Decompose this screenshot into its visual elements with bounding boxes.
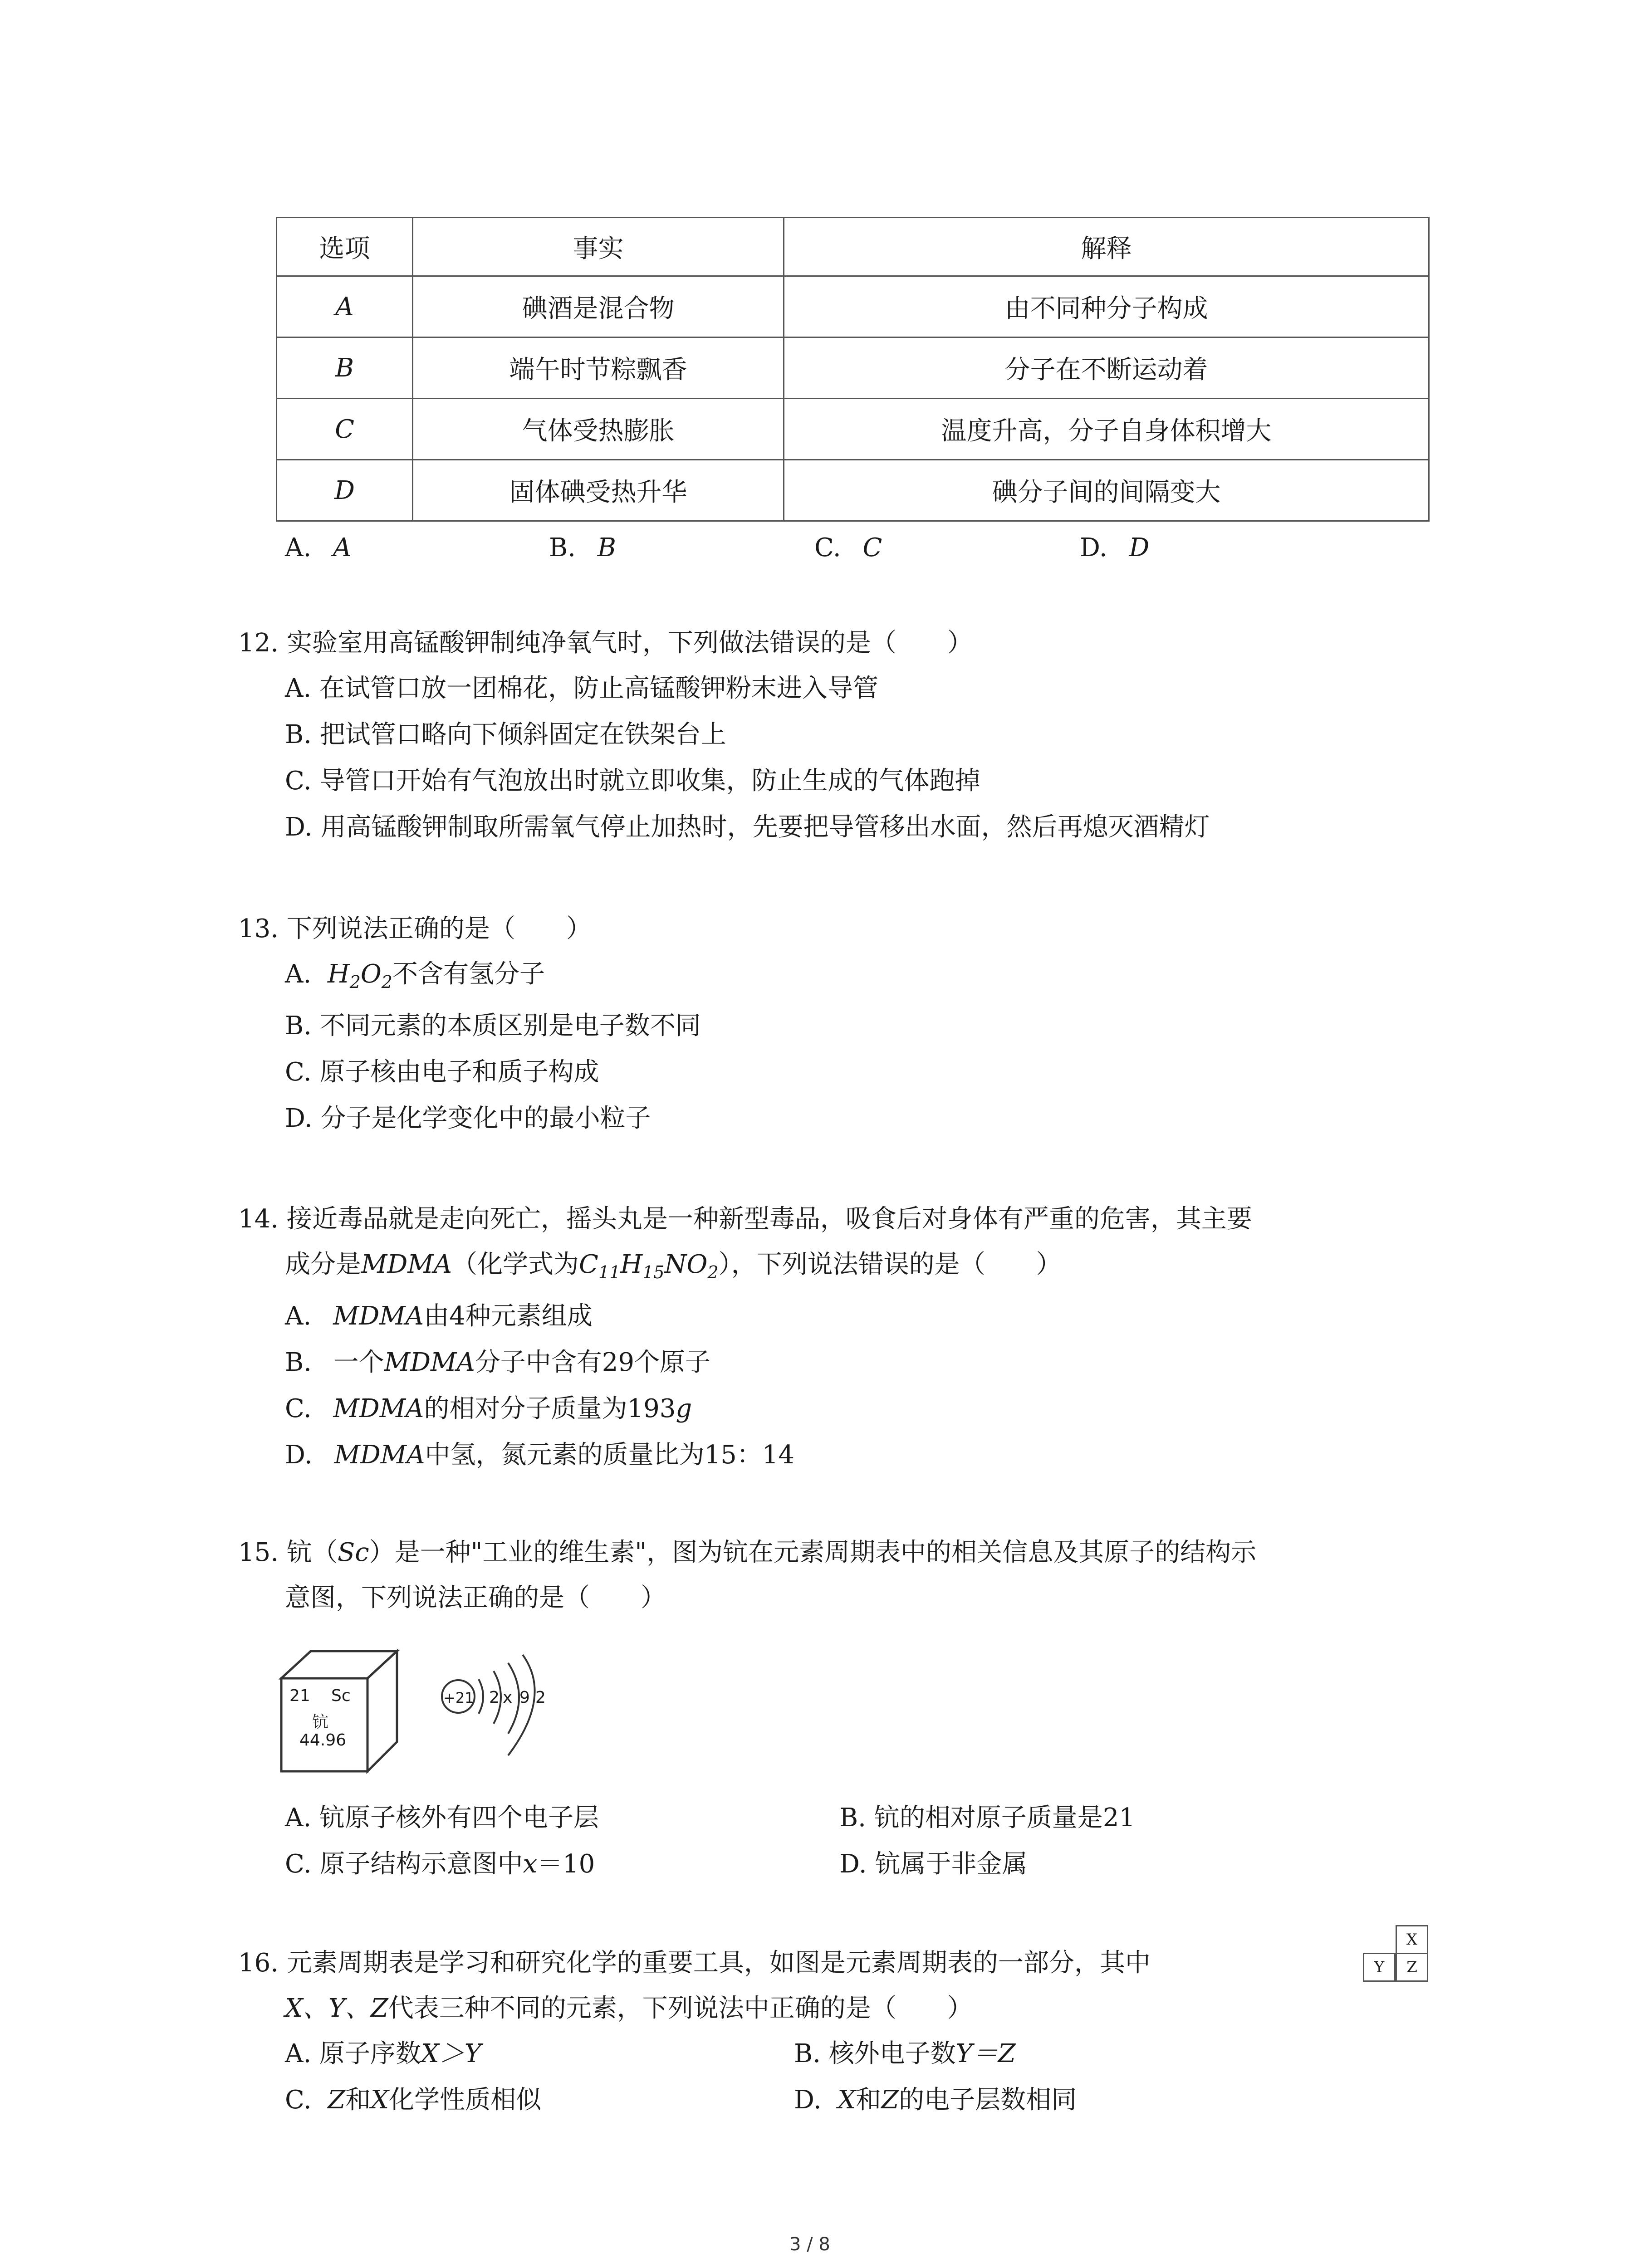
compound-name: MDMA (334, 1440, 425, 1470)
q15-choice-b: B. 钪的相对原子质量是21 (839, 1803, 1136, 1833)
formula-subscript: 2 (381, 972, 392, 992)
row-explain: 由不同种分子构成 (784, 276, 1429, 337)
variable: X (838, 2085, 856, 2115)
q16-choice-a (285, 2041, 481, 2067)
q16-stem-line1: 16. 元素周期表是学习和研究化学的重要工具，如图是元素周期表的一部分，其中 (238, 1948, 1151, 1978)
q14-stem-line1: 14. 接近毒品就是走向死亡，摇头丸是一种新型毒品，吸食后对身体有严重的危害，其主要 (238, 1204, 1252, 1234)
variable: Z (328, 2085, 346, 2115)
header-explain: 解释 (784, 218, 1429, 276)
q15-choice-a: A. 钪原子核外有四个电子层 (285, 1803, 599, 1833)
q13-choice-a (285, 959, 545, 992)
element-name: 钪 (312, 1713, 329, 1731)
formula-part: O (360, 959, 382, 989)
choice-text: ＝10 (537, 1849, 595, 1879)
stem-text: 15. 钪（ (238, 1538, 338, 1567)
element-mass: 44.96 (299, 1731, 347, 1750)
compound-name: MDMA (361, 1250, 452, 1279)
q14-choice-d (285, 1442, 794, 1468)
row-option: D (277, 460, 413, 521)
choice-letter: D. (1080, 533, 1107, 562)
q12-choice-b: B. 把试管口略向下倾斜固定在铁架台上 (285, 720, 726, 749)
q13-stem: 13. 下列说法正确的是（ ） (238, 914, 592, 943)
choice-prefix: A. (285, 959, 328, 989)
choice-letter: A. (285, 1301, 312, 1331)
row-fact: 气体受热膨胀 (413, 399, 784, 460)
row-explain: 温度升高，分子自身体积增大 (784, 399, 1429, 460)
compound-name: MDMA (333, 1394, 424, 1423)
expression: X＞Y (421, 2039, 481, 2068)
grid-cell-y: Y (1363, 1953, 1396, 1982)
q16-choice-c (285, 2087, 541, 2113)
table-row (277, 337, 1429, 399)
formula-part: H (620, 1250, 643, 1279)
table-row (277, 460, 1429, 521)
choice-text: 和 (345, 2085, 371, 2115)
element-symbol-card: Sc (331, 1686, 351, 1705)
q12-stem: 12. 实验室用高锰酸钾制纯净氧气时，下列做法错误的是（ ） (238, 628, 973, 658)
choice-text: 一个 (333, 1348, 384, 1377)
facts-table (276, 217, 1430, 522)
stem-text: ）是一种"工业的维生素"，图为钪在元素周期表中的相关信息及其原子的结构示 (369, 1538, 1257, 1567)
row-option: C (277, 399, 413, 460)
q12-choice-d: D. 用高锰酸钾制取所需氧气停止加热时，先要把导管移出水面，然后再熄灭酒精灯 (285, 812, 1210, 842)
q15-choice-c (285, 1849, 595, 1879)
header-fact: 事实 (413, 218, 784, 276)
header-option: 选项 (277, 218, 413, 276)
q14-stem-line2 (285, 1252, 1062, 1281)
element-variables: X、Y、Z (285, 1994, 388, 2023)
q16-choice-d (794, 2087, 1077, 2113)
formula-subscript: 2 (349, 972, 361, 992)
atom-structure-icon (436, 1651, 563, 1769)
choice-text: 不含有氢分子 (392, 959, 545, 989)
choice-text: A. 原子序数 (285, 2039, 421, 2068)
grid-cell-z: Z (1396, 1953, 1428, 1982)
q12-choice-c: C. 导管口开始有气泡放出时就立即收集，防止生成的气体跑掉 (285, 766, 980, 796)
q16-stem-line2 (285, 1996, 973, 2021)
q16-choice-b (794, 2041, 1016, 2067)
expression: Y＝Z (955, 2039, 1016, 2068)
page-number: 3 / 8 (789, 2234, 830, 2255)
row-fact: 碘酒是混合物 (413, 276, 784, 337)
formula-subscript: 2 (707, 1262, 719, 1282)
choice-text: 化学性质相似 (389, 2085, 542, 2115)
shell-1-electrons: 2 (489, 1688, 500, 1707)
formula-part: C (579, 1250, 598, 1279)
variable: Z (881, 2085, 899, 2115)
choice-text: C. 原子结构示意图中 (285, 1849, 523, 1879)
element-symbol: Sc (337, 1538, 369, 1567)
choice-value: D (1129, 533, 1150, 562)
table-row (277, 399, 1429, 460)
q15-stem-line1 (238, 1540, 1256, 1565)
choice-letter: B. (549, 533, 576, 562)
choice-value: B (597, 533, 616, 562)
row-fact: 端午时节粽飘香 (413, 337, 784, 399)
choice-letter: C. (285, 1394, 312, 1423)
shell-2-electrons: x (503, 1688, 513, 1707)
q13-choice-b: B. 不同元素的本质区别是电子数不同 (285, 1011, 701, 1041)
compound-name: MDMA (333, 1301, 424, 1331)
choice-letter: D. (285, 1440, 313, 1470)
stem-text: ），下列说法错误的是（ ） (718, 1250, 1062, 1279)
row-fact: 固体碘受热升华 (413, 460, 784, 521)
shell-4-electrons: 2 (535, 1688, 546, 1707)
choice-text: 分子中含有29个原子 (475, 1348, 711, 1377)
choice-letter: B. (285, 1348, 312, 1377)
q11-choice-d (1080, 535, 1149, 561)
choice-letter: A. (285, 533, 312, 562)
element-card-icon (272, 1642, 413, 1778)
choice-value: A (333, 533, 352, 562)
table-header-row (277, 218, 1429, 276)
q14-choice-a (285, 1301, 593, 1331)
row-explain: 分子在不断运动着 (784, 337, 1429, 399)
nucleus-charge: +21 (443, 1689, 474, 1706)
grid-cell-x: X (1396, 1925, 1428, 1954)
stem-text: 成分是 (285, 1250, 361, 1279)
q14-choice-b (285, 1350, 710, 1375)
row-option: B (277, 337, 413, 399)
unit: g (676, 1394, 692, 1423)
stem-text: 代表三种不同的元素，下列说法中正确的是（ ） (388, 1994, 973, 2023)
choice-text: 的相对分子质量为193 (424, 1394, 676, 1423)
q13-choice-d: D. 分子是化学变化中的最小粒子 (285, 1104, 651, 1133)
choice-letter: C. (814, 533, 841, 562)
row-explain: 碘分子间的间隔变大 (784, 460, 1429, 521)
q11-choice-a (285, 535, 352, 561)
element-number: 21 (289, 1686, 310, 1705)
formula-subscript: 11 (598, 1262, 621, 1282)
stem-text: （化学式为 (452, 1250, 579, 1279)
choice-text: 中氢，氮元素的质量比为15：14 (425, 1440, 795, 1470)
q15-stem-line2: 意图，下列说法正确的是（ ） (285, 1583, 666, 1613)
choice-text: 由4种元素组成 (424, 1301, 593, 1331)
choice-text: 的电子层数相同 (899, 2085, 1077, 2115)
q15-choice-d: D. 钪属于非金属 (839, 1849, 1028, 1879)
q13-choice-c: C. 原子核由电子和质子构成 (285, 1057, 599, 1087)
q11-choice-b (549, 535, 616, 561)
row-option: A (277, 276, 413, 337)
choice-text: D. (794, 2085, 838, 2115)
choice-text: 和 (856, 2085, 882, 2115)
choice-value: C (862, 533, 882, 562)
choice-text: B. 核外电子数 (794, 2039, 956, 2068)
shell-3-electrons: 9 (519, 1688, 530, 1707)
formula-part: H (327, 959, 350, 989)
choice-text: C. (285, 2085, 328, 2115)
q11-choice-c (814, 535, 882, 561)
q14-choice-c (285, 1396, 692, 1422)
q12-choice-a: A. 在试管口放一团棉花，防止高锰酸钾粉末进入导管 (285, 674, 879, 703)
formula-part: NO (664, 1250, 708, 1279)
formula-subscript: 15 (642, 1262, 665, 1282)
variable: X (371, 2085, 389, 2115)
compound-name: MDMA (384, 1348, 475, 1377)
table-row (277, 276, 1429, 337)
variable: x (523, 1849, 538, 1879)
